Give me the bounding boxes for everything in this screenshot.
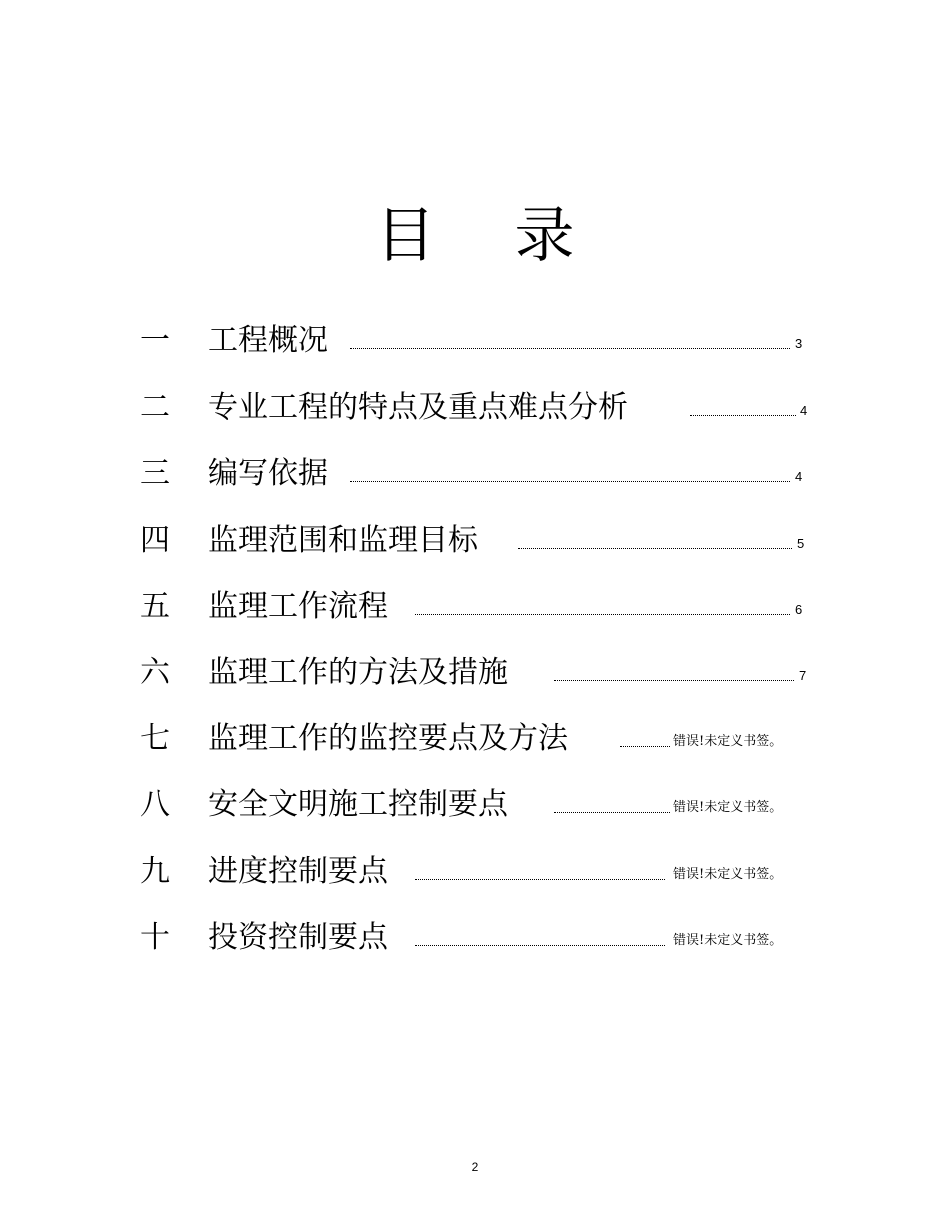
toc-entry[interactable] — [0, 782, 950, 828]
toc-title: 目 录 — [375, 201, 605, 271]
toc-entry[interactable] — [0, 318, 950, 364]
toc-entry-page: 错误!未定义书签。 — [673, 734, 783, 749]
toc-leader-dots — [620, 746, 670, 747]
toc-entry-title: 监理工作的监控要点及方法 — [208, 721, 568, 756]
toc-entry[interactable] — [0, 385, 950, 431]
toc-entry-title: 工程概况 — [208, 323, 328, 358]
toc-leader-dots — [415, 614, 790, 615]
toc-entry[interactable] — [0, 451, 950, 497]
toc-entry-title: 监理工作流程 — [208, 589, 388, 624]
toc-entry-number: 二 — [140, 390, 170, 425]
toc-entry-title: 进度控制要点 — [208, 854, 388, 889]
toc-entry-number: 五 — [140, 589, 170, 624]
toc-entry-number: 十 — [140, 920, 170, 955]
toc-entry-title: 监理工作的方法及措施 — [208, 655, 508, 690]
toc-entry-page: 4 — [795, 469, 803, 484]
toc-leader-dots — [350, 348, 790, 349]
toc-entry-title: 投资控制要点 — [208, 920, 388, 955]
toc-entry[interactable] — [0, 849, 950, 895]
toc-entry-number: 七 — [140, 721, 170, 756]
toc-entry-number: 九 — [140, 854, 170, 889]
toc-entry-page: 7 — [799, 668, 807, 683]
toc-entry[interactable] — [0, 650, 950, 696]
toc-leader-dots — [350, 481, 790, 482]
toc-entry-page: 错误!未定义书签。 — [673, 933, 783, 948]
toc-leader-dots — [690, 415, 796, 416]
toc-entry-page: 5 — [797, 536, 805, 551]
toc-entry-page: 6 — [795, 602, 803, 617]
toc-entry-number: 一 — [140, 323, 170, 358]
toc-leader-dots — [415, 879, 665, 880]
toc-entry-number: 八 — [140, 787, 170, 822]
toc-entry-title: 监理范围和监理目标 — [208, 523, 478, 558]
toc-entry[interactable] — [0, 716, 950, 762]
toc-entry-page: 3 — [795, 336, 803, 351]
toc-entry[interactable] — [0, 915, 950, 961]
toc-leader-dots — [415, 945, 665, 946]
toc-entry-title: 安全文明施工控制要点 — [208, 787, 508, 822]
toc-entry-page: 错误!未定义书签。 — [673, 867, 783, 882]
toc-entry-title: 编写依据 — [208, 456, 328, 491]
toc-entry-number: 四 — [140, 523, 170, 558]
toc-entry-title: 专业工程的特点及重点难点分析 — [208, 390, 628, 425]
toc-leader-dots — [518, 548, 792, 549]
toc-entry-number: 三 — [140, 456, 170, 491]
toc-leader-dots — [554, 680, 794, 681]
toc-entry-page: 4 — [800, 403, 808, 418]
toc-entry[interactable] — [0, 584, 950, 630]
page-number: 2 — [471, 1160, 479, 1174]
toc-leader-dots — [554, 812, 670, 813]
toc-entry-page: 错误!未定义书签。 — [673, 800, 783, 815]
toc-entry[interactable] — [0, 518, 950, 564]
toc-entry-number: 六 — [140, 655, 170, 690]
